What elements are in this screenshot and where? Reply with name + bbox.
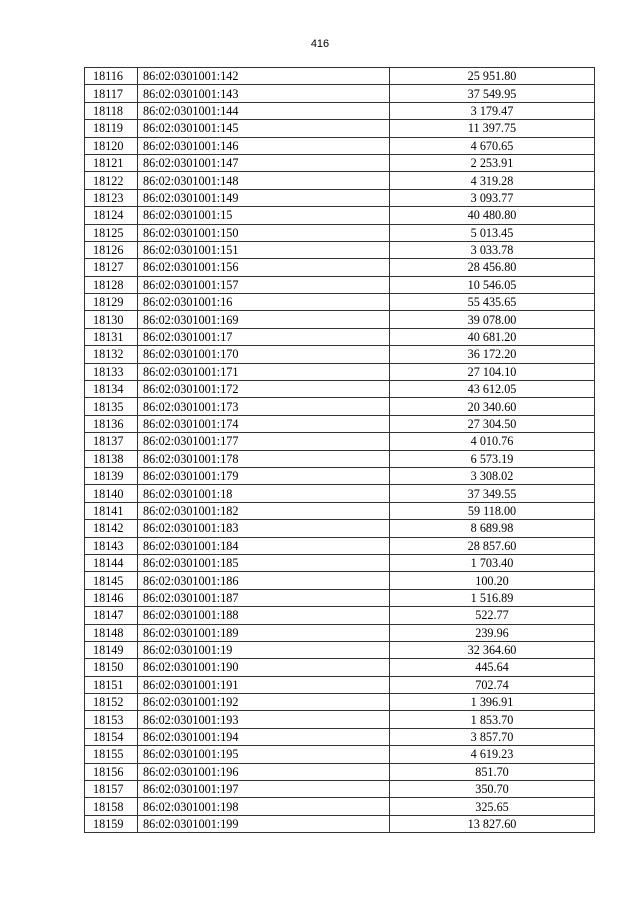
cadastral-number-cell: 86:02:0301001:196 xyxy=(138,763,390,780)
row-number-cell: 18133 xyxy=(85,363,138,380)
cadastral-number-cell: 86:02:0301001:17 xyxy=(138,328,390,345)
cadastral-number-cell: 86:02:0301001:151 xyxy=(138,241,390,258)
row-number-cell: 18154 xyxy=(85,728,138,745)
cadastral-number-cell: 86:02:0301001:143 xyxy=(138,85,390,102)
row-number-cell: 18145 xyxy=(85,572,138,589)
value-cell: 445.64 xyxy=(390,659,595,676)
records-table xyxy=(84,67,595,833)
cadastral-number-cell: 86:02:0301001:193 xyxy=(138,711,390,728)
table-row xyxy=(85,415,595,432)
value-cell: 3 179.47 xyxy=(390,102,595,119)
row-number-cell: 18148 xyxy=(85,624,138,641)
cadastral-number-cell: 86:02:0301001:145 xyxy=(138,120,390,137)
table-row xyxy=(85,589,595,606)
cadastral-number-cell: 86:02:0301001:185 xyxy=(138,554,390,571)
table-row xyxy=(85,728,595,745)
table-row xyxy=(85,537,595,554)
cadastral-number-cell: 86:02:0301001:184 xyxy=(138,537,390,554)
row-number-cell: 18136 xyxy=(85,415,138,432)
value-cell: 4 619.23 xyxy=(390,746,595,763)
table-row xyxy=(85,259,595,276)
value-cell: 3 308.02 xyxy=(390,467,595,484)
row-number-cell: 18122 xyxy=(85,172,138,189)
value-cell: 851.70 xyxy=(390,763,595,780)
row-number-cell: 18117 xyxy=(85,85,138,102)
value-cell: 239.96 xyxy=(390,624,595,641)
table-row xyxy=(85,120,595,137)
row-number-cell: 18146 xyxy=(85,589,138,606)
row-number-cell: 18123 xyxy=(85,189,138,206)
value-cell: 3 857.70 xyxy=(390,728,595,745)
row-number-cell: 18155 xyxy=(85,746,138,763)
page-number: 416 xyxy=(310,38,330,50)
row-number-cell: 18127 xyxy=(85,259,138,276)
row-number-cell: 18159 xyxy=(85,815,138,832)
row-number-cell: 18141 xyxy=(85,502,138,519)
cadastral-number-cell: 86:02:0301001:147 xyxy=(138,154,390,171)
value-cell: 4 010.76 xyxy=(390,433,595,450)
cadastral-number-cell: 86:02:0301001:149 xyxy=(138,189,390,206)
value-cell: 6 573.19 xyxy=(390,450,595,467)
table-row xyxy=(85,520,595,537)
value-cell: 27 304.50 xyxy=(390,415,595,432)
cadastral-number-cell: 86:02:0301001:186 xyxy=(138,572,390,589)
table-row xyxy=(85,572,595,589)
row-number-cell: 18118 xyxy=(85,102,138,119)
value-cell: 1 853.70 xyxy=(390,711,595,728)
cadastral-number-cell: 86:02:0301001:179 xyxy=(138,467,390,484)
value-cell: 2 253.91 xyxy=(390,154,595,171)
table-row xyxy=(85,363,595,380)
row-number-cell: 18153 xyxy=(85,711,138,728)
row-number-cell: 18125 xyxy=(85,224,138,241)
value-cell: 4 670.65 xyxy=(390,137,595,154)
cadastral-number-cell: 86:02:0301001:187 xyxy=(138,589,390,606)
value-cell: 40 480.80 xyxy=(390,207,595,224)
cadastral-number-cell: 86:02:0301001:177 xyxy=(138,433,390,450)
cadastral-number-cell: 86:02:0301001:142 xyxy=(138,68,390,85)
cadastral-number-cell: 86:02:0301001:171 xyxy=(138,363,390,380)
value-cell: 3 093.77 xyxy=(390,189,595,206)
row-number-cell: 18151 xyxy=(85,676,138,693)
value-cell: 325.65 xyxy=(390,798,595,815)
cadastral-number-cell: 86:02:0301001:170 xyxy=(138,346,390,363)
table-row xyxy=(85,450,595,467)
value-cell: 25 951.80 xyxy=(390,68,595,85)
table-row xyxy=(85,346,595,363)
value-cell: 5 013.45 xyxy=(390,224,595,241)
table-row xyxy=(85,294,595,311)
cadastral-number-cell: 86:02:0301001:18 xyxy=(138,485,390,502)
cadastral-number-cell: 86:02:0301001:173 xyxy=(138,398,390,415)
row-number-cell: 18126 xyxy=(85,241,138,258)
table-row xyxy=(85,398,595,415)
value-cell: 36 172.20 xyxy=(390,346,595,363)
table-row xyxy=(85,815,595,832)
row-number-cell: 18144 xyxy=(85,554,138,571)
value-cell: 1 703.40 xyxy=(390,554,595,571)
table-row xyxy=(85,607,595,624)
row-number-cell: 18156 xyxy=(85,763,138,780)
cadastral-number-cell: 86:02:0301001:188 xyxy=(138,607,390,624)
value-cell: 27 104.10 xyxy=(390,363,595,380)
cadastral-number-cell: 86:02:0301001:189 xyxy=(138,624,390,641)
table-row xyxy=(85,137,595,154)
table-row xyxy=(85,102,595,119)
cadastral-number-cell: 86:02:0301001:156 xyxy=(138,259,390,276)
table-row xyxy=(85,433,595,450)
cadastral-number-cell: 86:02:0301001:195 xyxy=(138,746,390,763)
table-row xyxy=(85,224,595,241)
table-row xyxy=(85,641,595,658)
value-cell: 350.70 xyxy=(390,781,595,798)
row-number-cell: 18128 xyxy=(85,276,138,293)
row-number-cell: 18131 xyxy=(85,328,138,345)
row-number-cell: 18135 xyxy=(85,398,138,415)
cadastral-number-cell: 86:02:0301001:198 xyxy=(138,798,390,815)
value-cell: 37 549.95 xyxy=(390,85,595,102)
row-number-cell: 18120 xyxy=(85,137,138,154)
row-number-cell: 18140 xyxy=(85,485,138,502)
value-cell: 40 681.20 xyxy=(390,328,595,345)
table-row xyxy=(85,207,595,224)
value-cell: 702.74 xyxy=(390,676,595,693)
table-row xyxy=(85,381,595,398)
value-cell: 100.20 xyxy=(390,572,595,589)
cadastral-number-cell: 86:02:0301001:19 xyxy=(138,641,390,658)
row-number-cell: 18152 xyxy=(85,694,138,711)
value-cell: 8 689.98 xyxy=(390,520,595,537)
row-number-cell: 18134 xyxy=(85,381,138,398)
value-cell: 11 397.75 xyxy=(390,120,595,137)
table-row xyxy=(85,711,595,728)
row-number-cell: 18138 xyxy=(85,450,138,467)
cadastral-number-cell: 86:02:0301001:199 xyxy=(138,815,390,832)
value-cell: 3 033.78 xyxy=(390,241,595,258)
cadastral-number-cell: 86:02:0301001:192 xyxy=(138,694,390,711)
cadastral-number-cell: 86:02:0301001:150 xyxy=(138,224,390,241)
cadastral-number-cell: 86:02:0301001:191 xyxy=(138,676,390,693)
row-number-cell: 18147 xyxy=(85,607,138,624)
table-row xyxy=(85,746,595,763)
table-row xyxy=(85,172,595,189)
value-cell: 39 078.00 xyxy=(390,311,595,328)
value-cell: 13 827.60 xyxy=(390,815,595,832)
row-number-cell: 18124 xyxy=(85,207,138,224)
table-row xyxy=(85,694,595,711)
cadastral-number-cell: 86:02:0301001:182 xyxy=(138,502,390,519)
row-number-cell: 18132 xyxy=(85,346,138,363)
value-cell: 37 349.55 xyxy=(390,485,595,502)
table-row xyxy=(85,763,595,780)
table-row xyxy=(85,554,595,571)
table-row xyxy=(85,85,595,102)
row-number-cell: 18129 xyxy=(85,294,138,311)
cadastral-number-cell: 86:02:0301001:157 xyxy=(138,276,390,293)
cadastral-number-cell: 86:02:0301001:183 xyxy=(138,520,390,537)
cadastral-number-cell: 86:02:0301001:144 xyxy=(138,102,390,119)
table-row xyxy=(85,154,595,171)
value-cell: 28 456.80 xyxy=(390,259,595,276)
table-row xyxy=(85,781,595,798)
value-cell: 1 516.89 xyxy=(390,589,595,606)
table-row xyxy=(85,485,595,502)
row-number-cell: 18121 xyxy=(85,154,138,171)
row-number-cell: 18137 xyxy=(85,433,138,450)
row-number-cell: 18149 xyxy=(85,641,138,658)
row-number-cell: 18143 xyxy=(85,537,138,554)
table-row xyxy=(85,624,595,641)
records-table-body xyxy=(85,68,595,833)
cadastral-number-cell: 86:02:0301001:190 xyxy=(138,659,390,676)
value-cell: 55 435.65 xyxy=(390,294,595,311)
table-row xyxy=(85,276,595,293)
value-cell: 1 396.91 xyxy=(390,694,595,711)
cadastral-number-cell: 86:02:0301001:197 xyxy=(138,781,390,798)
table-row xyxy=(85,659,595,676)
row-number-cell: 18119 xyxy=(85,120,138,137)
cadastral-number-cell: 86:02:0301001:172 xyxy=(138,381,390,398)
table-row xyxy=(85,189,595,206)
cadastral-number-cell: 86:02:0301001:146 xyxy=(138,137,390,154)
cadastral-number-cell: 86:02:0301001:15 xyxy=(138,207,390,224)
value-cell: 522.77 xyxy=(390,607,595,624)
table-row xyxy=(85,676,595,693)
table-row xyxy=(85,502,595,519)
row-number-cell: 18130 xyxy=(85,311,138,328)
table-row xyxy=(85,311,595,328)
row-number-cell: 18158 xyxy=(85,798,138,815)
value-cell: 43 612.05 xyxy=(390,381,595,398)
cadastral-number-cell: 86:02:0301001:178 xyxy=(138,450,390,467)
row-number-cell: 18142 xyxy=(85,520,138,537)
value-cell: 59 118.00 xyxy=(390,502,595,519)
value-cell: 10 546.05 xyxy=(390,276,595,293)
cadastral-number-cell: 86:02:0301001:16 xyxy=(138,294,390,311)
value-cell: 32 364.60 xyxy=(390,641,595,658)
table-row xyxy=(85,798,595,815)
cadastral-number-cell: 86:02:0301001:148 xyxy=(138,172,390,189)
row-number-cell: 18116 xyxy=(85,68,138,85)
row-number-cell: 18150 xyxy=(85,659,138,676)
row-number-cell: 18157 xyxy=(85,781,138,798)
value-cell: 20 340.60 xyxy=(390,398,595,415)
table-row xyxy=(85,241,595,258)
row-number-cell: 18139 xyxy=(85,467,138,484)
cadastral-number-cell: 86:02:0301001:169 xyxy=(138,311,390,328)
table-row xyxy=(85,68,595,85)
cadastral-number-cell: 86:02:0301001:194 xyxy=(138,728,390,745)
table-row xyxy=(85,467,595,484)
value-cell: 28 857.60 xyxy=(390,537,595,554)
cadastral-number-cell: 86:02:0301001:174 xyxy=(138,415,390,432)
table-row xyxy=(85,328,595,345)
value-cell: 4 319.28 xyxy=(390,172,595,189)
